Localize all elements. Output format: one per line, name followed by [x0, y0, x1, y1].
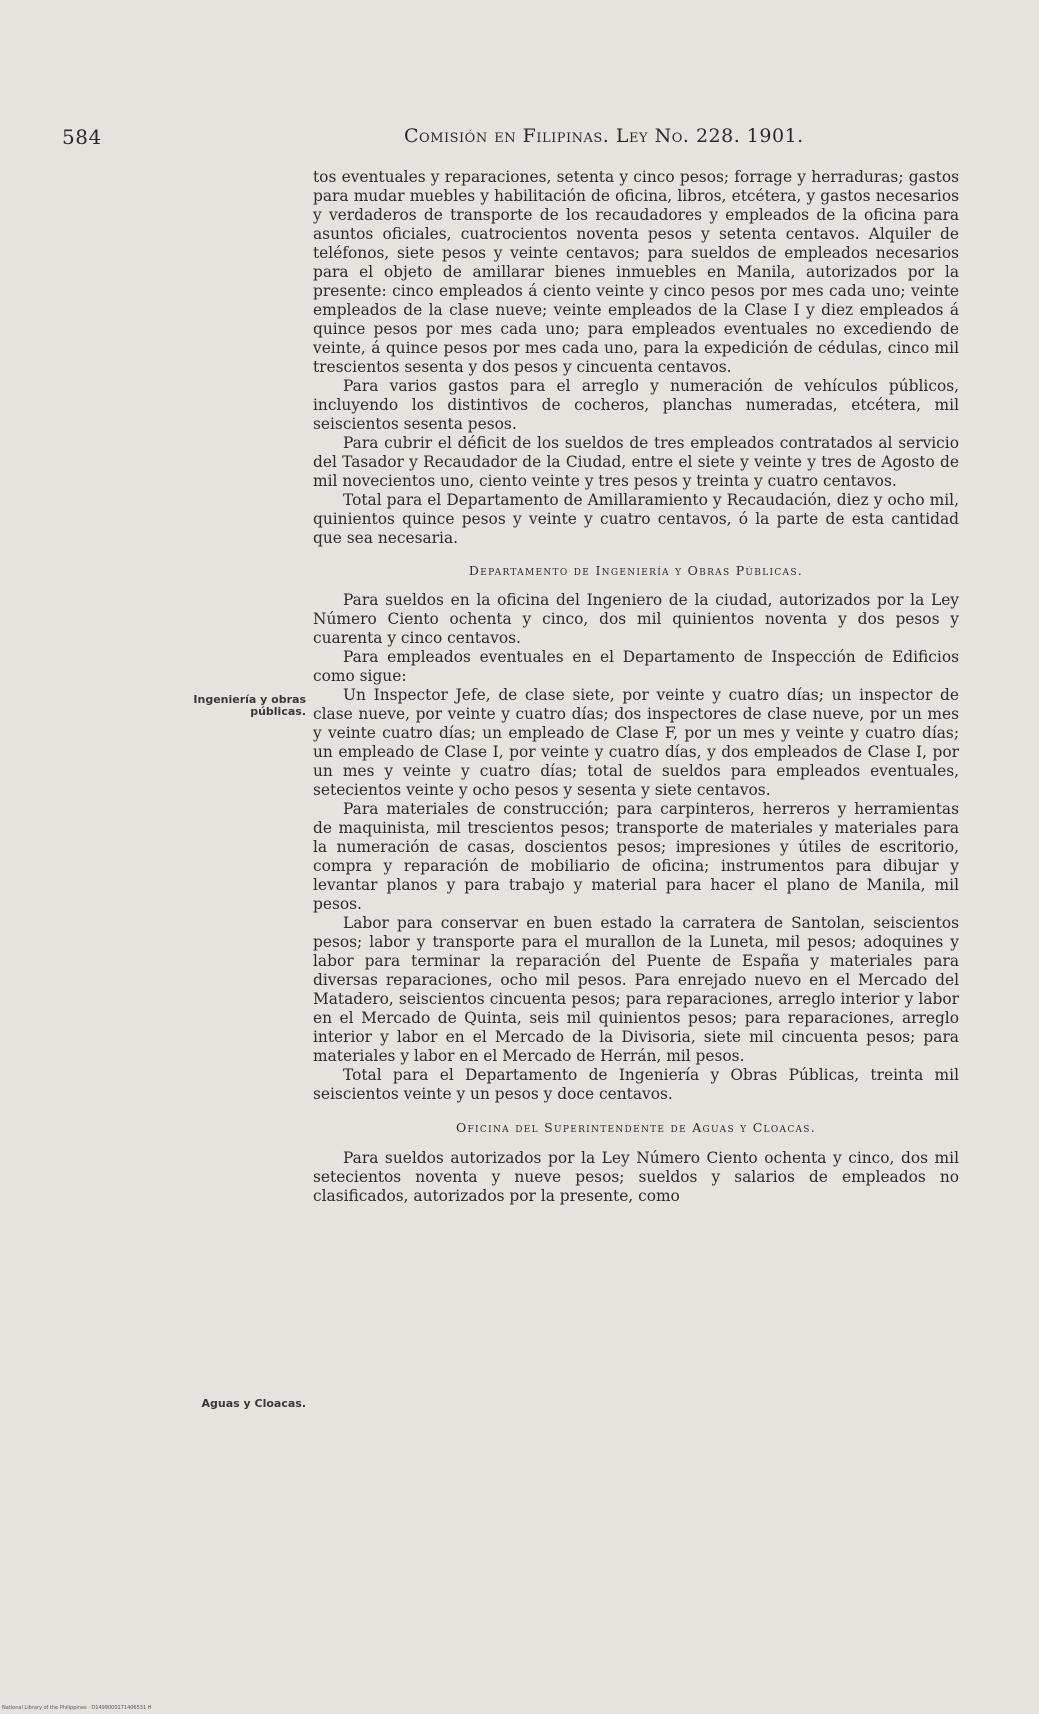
paragraph: Total para el Departamento de Amillaramiento y Recaudación, diez y ocho mil, quinientos quince pesos y veinte y cuatro centavos, ó la parte de esta cantidad que sea necesaria. — [313, 491, 959, 547]
paragraph: Total para el Departamento de Ingeniería y Obras Públicas, treinta mil seiscientos veinte y un pesos y doce centavos. — [313, 1066, 959, 1103]
section-heading-ingenieria: Departamento de Ingeniería y Obras Públicas. — [468, 563, 804, 578]
main-text-column — [313, 168, 959, 1206]
page-number: 584 — [62, 125, 102, 149]
paragraph: Labor para conservar en buen estado la carratera de Santolan, seiscientos pesos; labor y transporte para el murallon de la Luneta, mil pesos; adoquines y labor para terminar la reparación del Puente de España y materiales para diversas reparaciones, ocho mil pesos. Para enrejado nuevo en el Mercado del Matadero, seiscientos cincuenta pesos; para reparaciones, arreglo interior y labor en el Mercado de Quinta, seis mil quinientos pesos; para reparaciones, arreglo interior y labor en el Mercado de la Divisoria, siete mil cincuenta pesos; para materiales y labor en el Mercado de Herrán, mil pesos. — [313, 914, 959, 1065]
paragraph: Para empleados eventuales en el Departamento de Inspección de Edificios como sigue: — [313, 648, 959, 685]
paragraph: Para materiales de construcción; para carpinteros, herreros y herramientas de maquinista, mil trescientos pesos; transporte de materiales y materiales para la numeración de casas, doscientos pesos; impresiones y útiles de escritorio, compra y reparación de mobiliario de oficina; instrumentos para dibujar y levantar planos y para trabajo y material para hacer el plano de Manila, mil pesos. — [313, 800, 959, 913]
paragraph: Para cubrir el déficit de los sueldos de tres empleados contratados al servicio del Tasador y Recaudador de la Ciudad, entre el siete y veinte y tres de Agosto de mil novecientos uno, ciento veinte y tres pesos y treinta y cuatro centavos. — [313, 434, 959, 490]
running-head: Comisión en Filipinas. Ley No. 228. 1901. — [404, 125, 804, 147]
margin-note-aguas: Aguas y Cloacas. — [201, 1397, 306, 1410]
paragraph: Para varios gastos para el arreglo y numeración de vehículos públicos, incluyendo los distintivos de cocheros, planchas numeradas, etcétera, mil seiscientos sesenta pesos. — [313, 377, 959, 433]
footer-credit: National Library of the Philippines · D1499000171406531 H — [2, 1705, 152, 1711]
margin-note-ingenieria: Ingeniería y obras públicas. — [193, 693, 306, 718]
paragraph: Un Inspector Jefe, de clase siete, por veinte y cuatro días; un inspector de clase nueve, por veinte y cuatro días; dos inspectores de clase nueve, por un mes y veinte cuatro días; un empleado de Clase F, por un mes y veinte y cuatro días; un empleado de Clase I, por veinte y cuatro días, y dos empleados de Clase I, por un mes y veinte y cuatro días; total de sueldos para empleados eventuales, setecientos veinte y ocho pesos y sesenta y siete centavos. — [313, 686, 959, 799]
section-heading-aguas: Oficina del Superintendente de Aguas y Cloacas. — [455, 1120, 817, 1135]
paragraph: Para sueldos en la oficina del Ingeniero de la ciudad, autorizados por la Ley Número Ciento ochenta y cinco, dos mil quinientos noventa y dos pesos y cuarenta y cinco centavos. — [313, 591, 959, 647]
paragraph: tos eventuales y reparaciones, setenta y cinco pesos; forrage y herraduras; gastos para mudar muebles y habilitación de oficina, libros, etcétera, y gastos necesarios y verdaderos de transporte de los recaudadores y empleados de la oficina para asuntos oficiales, cuatrocientos noventa pesos y setenta centavos. Alquiler de teléfonos, siete pesos y veinte centavos; para sueldos de empleados necesarios para el objeto de amillarar bienes inmuebles en Manila, autorizados por la presente: cinco empleados á ciento veinte y cinco pesos por mes cada uno; veinte empleados de la clase nueve; veinte empleados de la Clase I y diez empleados á quince pesos por mes cada uno; para empleados eventuales no excediendo de veinte, á quince pesos por mes cada uno, para la expedición de cédulas, cinco mil trescientos sesenta y dos pesos y cincuenta centavos. — [313, 168, 959, 376]
paragraph: Para sueldos autorizados por la Ley Número Ciento ochenta y cinco, dos mil setecientos noventa y nueve pesos; sueldos y salarios de empleados no clasificados, autorizados por la presente, como — [313, 1149, 959, 1205]
